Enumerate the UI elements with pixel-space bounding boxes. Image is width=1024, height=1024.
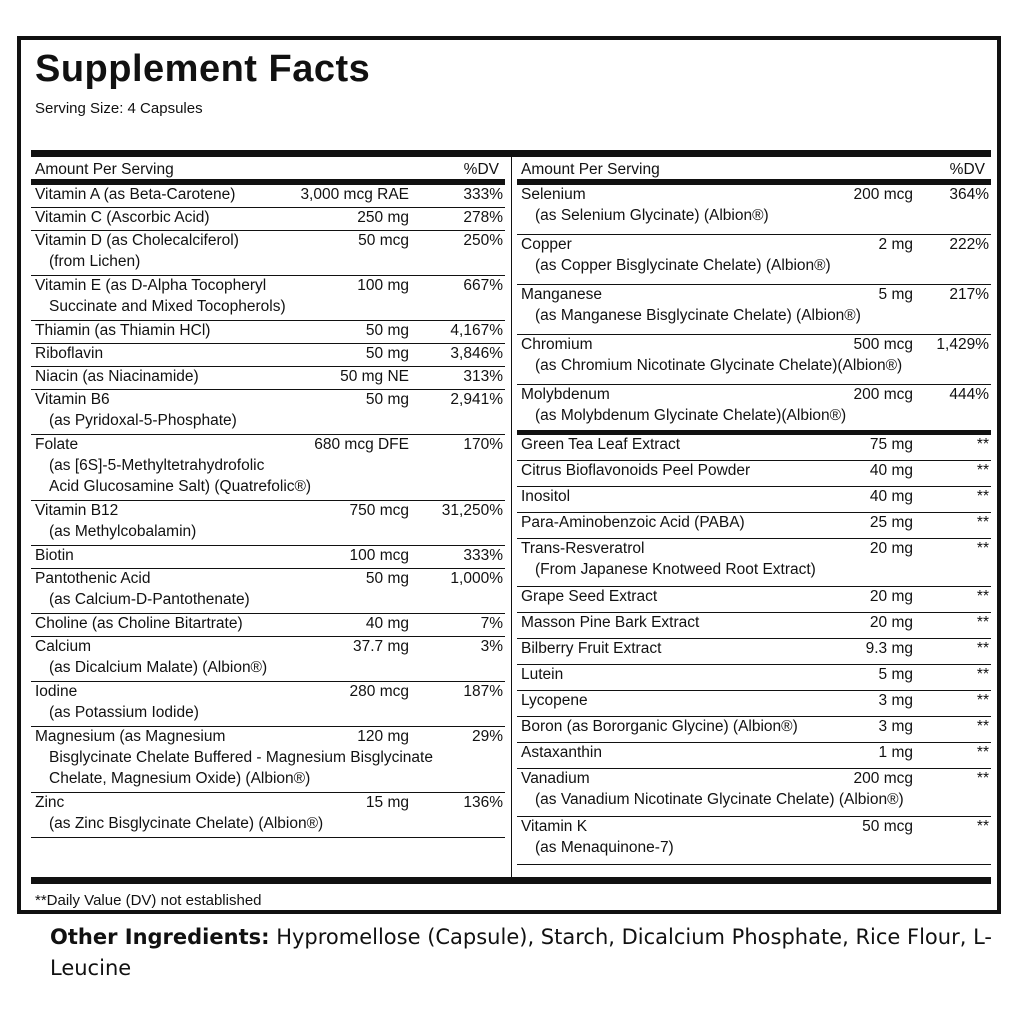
nutrient-name: Citrus Bioflavonoids Peel Powder: [521, 462, 751, 479]
nutrient-name: Riboflavin: [35, 345, 104, 362]
nutrient-row: [517, 665, 991, 691]
nutrient-dv: 364%: [949, 186, 989, 203]
nutrient-row: [517, 285, 991, 335]
nutrient-row: [517, 817, 991, 865]
nutrient-name: Vitamin D (as Cholecalciferol): [35, 232, 239, 249]
nutrient-amount: 50 mg NE: [340, 368, 409, 385]
nutrient-amount: 5 mg: [878, 666, 913, 683]
nutrient-name: Vitamin B12: [35, 502, 119, 519]
nutrient-amount: 20 mg: [869, 540, 913, 557]
nutrient-amount: 680 mcg DFE: [314, 436, 409, 453]
nutrient-row: [517, 539, 991, 587]
nutrient-sub: (as Dicalcium Malate) (Albion®): [49, 659, 268, 676]
column-header: [31, 157, 505, 185]
nutrient-row: [31, 344, 505, 367]
nutrient-sub: (as Molybdenum Glycinate Chelate)(Albion®): [535, 407, 847, 424]
nutrient-sub: (from Lichen): [49, 253, 141, 270]
nutrient-row: [517, 461, 991, 487]
nutrient-sub2: Acid Glucosamine Salt) (Quatrefolic®): [49, 478, 312, 495]
nutrient-amount: 250 mg: [357, 209, 409, 226]
nutrient-sub2: Chelate, Magnesium Oxide) (Albion®): [49, 770, 311, 787]
nutrient-amount: 37.7 mg: [352, 638, 409, 655]
nutrient-row: [31, 546, 505, 569]
nutrient-name: Vitamin K: [521, 818, 588, 835]
nutrient-row: [517, 639, 991, 665]
nutrient-name: Folate: [35, 436, 79, 453]
nutrient-name: Bilberry Fruit Extract: [521, 640, 662, 657]
nutrient-amount: 50 mg: [365, 391, 409, 408]
nutrient-row: [31, 637, 505, 682]
nutrient-name: Trans-Resveratrol: [521, 540, 645, 557]
nutrient-amount: 280 mcg: [349, 683, 409, 700]
nutrient-name: Niacin (as Niacinamide): [35, 368, 199, 385]
nutrient-amount: 120 mg: [357, 728, 409, 745]
nutrient-dv: 1,429%: [936, 336, 989, 353]
nutrient-sub: (as Manganese Bisglycinate Chelate) (Albion®): [535, 307, 861, 324]
nutrient-name: Calcium: [35, 638, 91, 655]
nutrient-row: [517, 587, 991, 613]
nutrient-row: [517, 235, 991, 285]
nutrient-dv: 222%: [949, 236, 989, 253]
nutrient-dv: 136%: [463, 794, 503, 811]
nutrient-amount: 200 mcg: [853, 770, 913, 787]
right-column: [517, 157, 991, 865]
nutrient-amount: 500 mcg: [853, 336, 913, 353]
amount-per-serving-header: Amount Per Serving: [35, 161, 174, 178]
nutrient-amount: 50 mg: [365, 345, 409, 362]
nutrient-sub: Succinate and Mixed Tocopherols): [49, 298, 286, 315]
nutrient-dv: 3%: [480, 638, 503, 655]
nutrient-amount: 3 mg: [878, 692, 913, 709]
nutrient-dv: **: [976, 588, 989, 605]
nutrient-amount: 3,000 mcg RAE: [300, 186, 409, 203]
nutrient-name: Magnesium (as Magnesium: [35, 728, 226, 745]
nutrient-dv: 444%: [949, 386, 989, 403]
nutrient-row: [517, 513, 991, 539]
nutrient-row: [31, 793, 505, 838]
nutrient-amount: 9.3 mg: [865, 640, 913, 657]
nutrient-name: Choline (as Choline Bitartrate): [35, 615, 243, 632]
nutrient-amount: 100 mg: [357, 277, 409, 294]
nutrient-row: [31, 185, 505, 208]
bottom-rule: [31, 877, 991, 884]
nutrient-amount: 50 mcg: [862, 818, 913, 835]
nutrient-name: Para-Aminobenzoic Acid (PABA): [521, 514, 745, 531]
nutrient-dv: 29%: [471, 728, 503, 745]
nutrient-name: Vitamin C (Ascorbic Acid): [35, 209, 210, 226]
nutrient-name: Vitamin E (as D-Alpha Tocopheryl: [35, 277, 267, 294]
amount-per-serving-header: Amount Per Serving: [521, 161, 660, 178]
nutrient-name: Astaxanthin: [521, 744, 602, 761]
nutrient-row: [31, 501, 505, 546]
nutrient-name: Biotin: [35, 547, 74, 564]
nutrient-dv: 250%: [463, 232, 503, 249]
nutrient-amount: 2 mg: [878, 236, 913, 253]
nutrient-row: [517, 335, 991, 385]
nutrient-name: Copper: [521, 236, 572, 253]
nutrient-dv: 333%: [463, 186, 503, 203]
nutrient-dv: 217%: [949, 286, 989, 303]
other-ingredients-text: Hypromellose (Capsule), Starch, Dicalcium Phosphate, Rice Flour, L-Leucine: [50, 925, 992, 980]
nutrient-row: [31, 614, 505, 637]
nutrient-amount: 100 mcg: [349, 547, 409, 564]
nutrient-name: Manganese: [521, 286, 603, 303]
nutrient-row: [31, 208, 505, 231]
nutrient-amount: 50 mg: [365, 570, 409, 587]
nutrient-sub: (as Chromium Nicotinate Glycinate Chelate)(Albion®): [535, 357, 903, 374]
nutrient-dv: 4,167%: [450, 322, 503, 339]
nutrient-dv: **: [976, 666, 989, 683]
nutrient-dv: 31,250%: [441, 502, 503, 519]
nutrient-amount: 200 mcg: [853, 186, 913, 203]
nutrient-row: [31, 727, 505, 793]
nutrient-name: Zinc: [35, 794, 65, 811]
nutrient-dv: **: [976, 462, 989, 479]
nutrient-dv: **: [976, 514, 989, 531]
nutrient-dv: **: [976, 718, 989, 735]
nutrient-row: [31, 231, 505, 276]
nutrient-dv: 278%: [463, 209, 503, 226]
nutrient-row: [517, 769, 991, 817]
nutrient-dv: **: [976, 540, 989, 557]
nutrient-amount: 750 mcg: [349, 502, 409, 519]
nutrient-row: [517, 717, 991, 743]
nutrient-sub: (as Methylcobalamin): [49, 523, 197, 540]
nutrient-amount: 20 mg: [869, 614, 913, 631]
nutrient-amount: 20 mg: [869, 588, 913, 605]
nutrient-name: Green Tea Leaf Extract: [521, 436, 681, 453]
nutrient-amount: 40 mg: [365, 615, 409, 632]
nutrient-name: Grape Seed Extract: [521, 588, 658, 605]
top-rule: [31, 150, 991, 157]
nutrient-dv: 1,000%: [450, 570, 503, 587]
dv-header: %DV: [463, 161, 499, 178]
nutrient-amount: 50 mg: [365, 322, 409, 339]
nutrient-name: Thiamin (as Thiamin HCl): [35, 322, 211, 339]
nutrient-amount: 25 mg: [869, 514, 913, 531]
nutrient-amount: 40 mg: [869, 488, 913, 505]
nutrient-row: [31, 569, 505, 614]
nutrient-sub: (as Menaquinone-7): [535, 839, 674, 856]
dv-header: %DV: [949, 161, 985, 178]
nutrient-name: Chromium: [521, 336, 593, 353]
nutrient-amount: 50 mcg: [358, 232, 409, 249]
nutrient-dv: 170%: [463, 436, 503, 453]
nutrient-dv: 2,941%: [450, 391, 503, 408]
nutrient-amount: 75 mg: [869, 436, 913, 453]
serving-size: Serving Size: 4 Capsules: [35, 100, 203, 117]
nutrient-dv: **: [976, 770, 989, 787]
nutrient-row: [31, 367, 505, 390]
nutrient-dv: 7%: [480, 615, 503, 632]
nutrient-amount: 200 mcg: [853, 386, 913, 403]
nutrient-row: [517, 691, 991, 717]
nutrient-row: [517, 385, 991, 435]
nutrient-sub: Bisglycinate Chelate Buffered - Magnesium Bisglycinate: [49, 749, 433, 766]
nutrient-amount: 40 mg: [869, 462, 913, 479]
nutrient-row: [517, 185, 991, 235]
nutrient-name: Vitamin A (as Beta-Carotene): [35, 186, 236, 203]
nutrient-row: [517, 487, 991, 513]
nutrient-name: Boron (as Bororganic Glycine) (Albion®): [521, 718, 798, 735]
nutrient-name: Vanadium: [521, 770, 590, 787]
nutrient-sub: (as Zinc Bisglycinate Chelate) (Albion®): [49, 815, 324, 832]
nutrient-sub: (as Potassium Iodide): [49, 704, 199, 721]
nutrient-name: Inositol: [521, 488, 571, 505]
nutrient-sub: (as Vanadium Nicotinate Glycinate Chelate) (Albion®): [535, 791, 904, 808]
nutrient-dv: **: [976, 744, 989, 761]
column-header: [517, 157, 991, 185]
nutrient-name: Molybdenum: [521, 386, 610, 403]
nutrient-name: Pantothenic Acid: [35, 570, 151, 587]
nutrient-name: Lycopene: [521, 692, 588, 709]
nutrient-name: Masson Pine Bark Extract: [521, 614, 700, 631]
panel-title: Supplement Facts: [35, 48, 371, 90]
nutrient-sub: (From Japanese Knotweed Root Extract): [535, 561, 816, 578]
nutrient-sub: (as Pyridoxal-5-Phosphate): [49, 412, 237, 429]
nutrient-sub: (as [6S]-5-Methyltetrahydrofolic: [49, 457, 265, 474]
nutrient-name: Selenium: [521, 186, 586, 203]
nutrient-row: [31, 390, 505, 435]
nutrient-name: Vitamin B6: [35, 391, 110, 408]
nutrient-amount: 1 mg: [878, 744, 913, 761]
nutrient-row: [31, 682, 505, 727]
nutrient-dv: 187%: [463, 683, 503, 700]
nutrient-dv: 333%: [463, 547, 503, 564]
nutrient-dv: **: [976, 692, 989, 709]
nutrient-row: [517, 743, 991, 769]
nutrient-name: Lutein: [521, 666, 564, 683]
column-divider: [511, 157, 512, 877]
left-column: [31, 157, 505, 838]
other-ingredients: [50, 922, 1000, 984]
nutrient-name: Iodine: [35, 683, 78, 700]
nutrient-dv: **: [976, 640, 989, 657]
dv-footnote: **Daily Value (DV) not established: [35, 892, 262, 909]
other-ingredients-label: Other Ingredients:: [50, 925, 270, 949]
nutrient-row: [517, 435, 991, 461]
nutrient-dv: 667%: [463, 277, 503, 294]
nutrient-dv: **: [976, 436, 989, 453]
nutrient-amount: 15 mg: [365, 794, 409, 811]
nutrient-row: [517, 613, 991, 639]
nutrient-dv: 313%: [463, 368, 503, 385]
nutrient-sub: (as Selenium Glycinate) (Albion®): [535, 207, 769, 224]
nutrient-row: [31, 276, 505, 321]
nutrient-amount: 5 mg: [878, 286, 913, 303]
nutrient-dv: **: [976, 818, 989, 835]
nutrient-row: [31, 321, 505, 344]
nutrient-row: [31, 435, 505, 501]
nutrient-dv: **: [976, 488, 989, 505]
nutrient-dv: **: [976, 614, 989, 631]
nutrient-dv: 3,846%: [450, 345, 503, 362]
nutrient-sub: (as Calcium-D-Pantothenate): [49, 591, 250, 608]
supplement-facts-panel: [17, 36, 1001, 914]
nutrient-amount: 3 mg: [878, 718, 913, 735]
nutrient-sub: (as Copper Bisglycinate Chelate) (Albion®): [535, 257, 831, 274]
